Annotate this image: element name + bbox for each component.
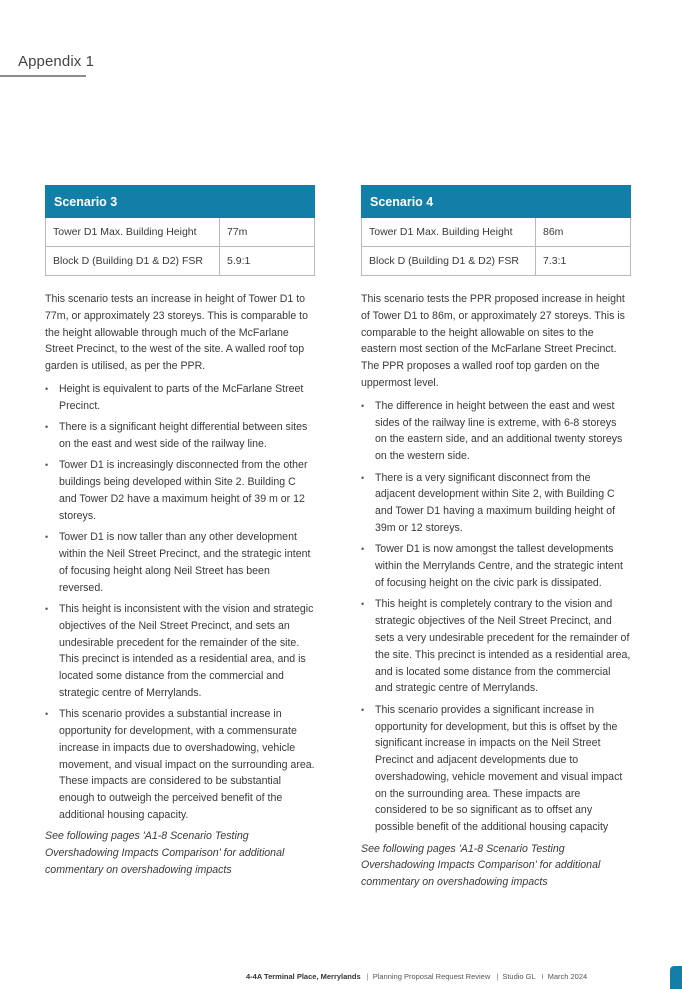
bullet-icon: • bbox=[361, 544, 365, 555]
scenario-3-bullets bbox=[45, 381, 315, 824]
fsr-label: Block D (Building D1 & D2) FSR bbox=[362, 247, 536, 276]
bullet-text: Tower D1 is now amongst the tallest developments within the Merrylands Centre, and the strategic intent of focusing height on the civic park is dissipated. bbox=[375, 543, 623, 589]
scenario-4-note: See following pages 'A1-8 Scenario Testing Overshadowing Impacts Comparison' for additional commentary on overshadowing impacts bbox=[361, 842, 601, 889]
appendix-title: Appendix 1 bbox=[18, 53, 95, 70]
bullet-icon: • bbox=[45, 709, 49, 720]
scenario-4-intro: This scenario tests the PPR proposed increase in height of Tower D1 to 86m, or approximately 27 storeys. This is comparable to the height allowable on sites to the eastern most section of the McFarlane Street Precinct. The PPR proposes a walled roof top garden on the uppermost level. bbox=[361, 293, 625, 389]
table-row bbox=[46, 218, 315, 247]
scenario-4-title: Scenario 4 bbox=[362, 186, 631, 218]
page-tab-marker bbox=[670, 966, 682, 989]
list-item bbox=[45, 381, 315, 415]
fsr-value: 5.9:1 bbox=[220, 247, 315, 276]
height-label: Tower D1 Max. Building Height bbox=[362, 218, 536, 247]
scenario-3-column bbox=[45, 185, 315, 879]
bullet-text: Tower D1 is now taller than any other development within the Neil Street Precinct, and the strategic intent of focusing height along Neil Street has been reversed. bbox=[59, 531, 311, 594]
footer-author: Studio GL bbox=[502, 972, 536, 981]
bullet-text: This scenario provides a substantial increase in opportunity for development, with a commensurate increase in impacts due to overshadowing, vehicle movement, and visual impact on the surrounding area. These impacts are considered to be substantial enough to outweigh the perceived benefit of the additional housing capacity. bbox=[59, 708, 315, 822]
list-item bbox=[45, 601, 315, 702]
table-row bbox=[362, 247, 631, 276]
height-value: 86m bbox=[536, 218, 631, 247]
bullet-icon: • bbox=[45, 603, 49, 614]
scenario-3-intro: This scenario tests an increase in height of Tower D1 to 77m, or approximately 23 storeys. This is comparable to the height allowable through much of the McFarlane Street Precinct, to the west of the site. A walled roof top garden is utilised, as per the PPR. bbox=[45, 293, 308, 373]
bullet-text: There is a significant height differential between sites on the east and west side of the railway line. bbox=[59, 421, 308, 450]
fsr-value: 7.3:1 bbox=[536, 247, 631, 276]
footer-document: Planning Proposal Request Review bbox=[372, 972, 491, 981]
footer-project: 4-4A Terminal Place, Merrylands bbox=[246, 972, 361, 981]
scenario-4-bullets bbox=[361, 398, 631, 836]
bullet-text: This scenario provides a significant increase in opportunity for development, but this is offset by the significant increase in impacts on the Neil Street Precinct and adjacent developments due to overshadowing, vehicle movement and visual impact on the surrounding area. These impacts are considered to be so significant as to offset any possible benefit of the additional housing capacity bbox=[375, 703, 623, 834]
scenario-4-column bbox=[361, 185, 631, 891]
appendix-title-rule bbox=[0, 75, 86, 77]
bullet-icon: • bbox=[361, 400, 365, 411]
height-value: 77m bbox=[220, 218, 315, 247]
footer-date: March 2024 bbox=[547, 972, 588, 981]
list-item bbox=[45, 706, 315, 824]
list-item bbox=[361, 470, 631, 537]
list-item bbox=[45, 457, 315, 524]
bullet-icon: • bbox=[361, 599, 365, 610]
scenario-4-table bbox=[361, 185, 631, 276]
bullet-text: Height is equivalent to parts of the McFarlane Street Precinct. bbox=[59, 382, 304, 412]
footer-separator: | bbox=[496, 972, 499, 981]
footer-separator: | bbox=[366, 972, 369, 981]
list-item bbox=[361, 398, 631, 465]
bullet-text: The difference in height between the east and west sides of the railway line is extreme, with 6-8 storeys on the eastern side, and an additional twenty storeys on the western side. bbox=[375, 399, 623, 463]
list-item bbox=[361, 596, 631, 697]
bullet-icon: • bbox=[45, 422, 49, 433]
fsr-label: Block D (Building D1 & D2) FSR bbox=[46, 247, 220, 276]
bullet-icon: • bbox=[361, 472, 365, 483]
list-item bbox=[45, 419, 315, 453]
scenario-3-note: See following pages 'A1-8 Scenario Testing Overshadowing Impacts Comparison' for additional commentary on overshadowing impacts bbox=[45, 830, 285, 877]
table-row bbox=[362, 218, 631, 247]
bullet-icon: • bbox=[45, 460, 49, 471]
page-footer bbox=[246, 972, 587, 981]
bullet-text: This height is inconsistent with the vision and strategic objectives of the Neil Street Precinct, and sets an undesirable precedent for the remainder of the site. This precinct is intended as a residential area, and is located some distance from the commercial and strategic centre of Merrylands. bbox=[59, 602, 314, 699]
list-item bbox=[361, 702, 631, 836]
list-item bbox=[361, 541, 631, 591]
list-item bbox=[45, 529, 315, 596]
bullet-icon: • bbox=[361, 704, 365, 715]
bullet-icon: • bbox=[45, 532, 49, 543]
table-row bbox=[46, 247, 315, 276]
bullet-text: This height is completely contrary to the vision and strategic objectives of the Neil Street Precinct, and sets a very undesirable precedent for the remainder of the site. This precinct is intended as a residential area, and is located some distance from the commercial and strategic centre of Merrylands. bbox=[375, 598, 631, 695]
footer-separator: I bbox=[541, 972, 544, 981]
bullet-icon: • bbox=[45, 383, 49, 394]
height-label: Tower D1 Max. Building Height bbox=[46, 218, 220, 247]
bullet-text: Tower D1 is increasingly disconnected from the other buildings being developed within Site 2. Building C and Tower D2 have a maximum height of 39 m or 12 storeys. bbox=[59, 459, 308, 522]
scenario-3-table bbox=[45, 185, 315, 276]
scenario-3-title: Scenario 3 bbox=[46, 186, 315, 218]
bullet-text: There is a very significant disconnect from the adjacent development within Site 2, with Building C and Tower D1 having a maximum building height of 39m or 12 storeys. bbox=[375, 471, 616, 534]
